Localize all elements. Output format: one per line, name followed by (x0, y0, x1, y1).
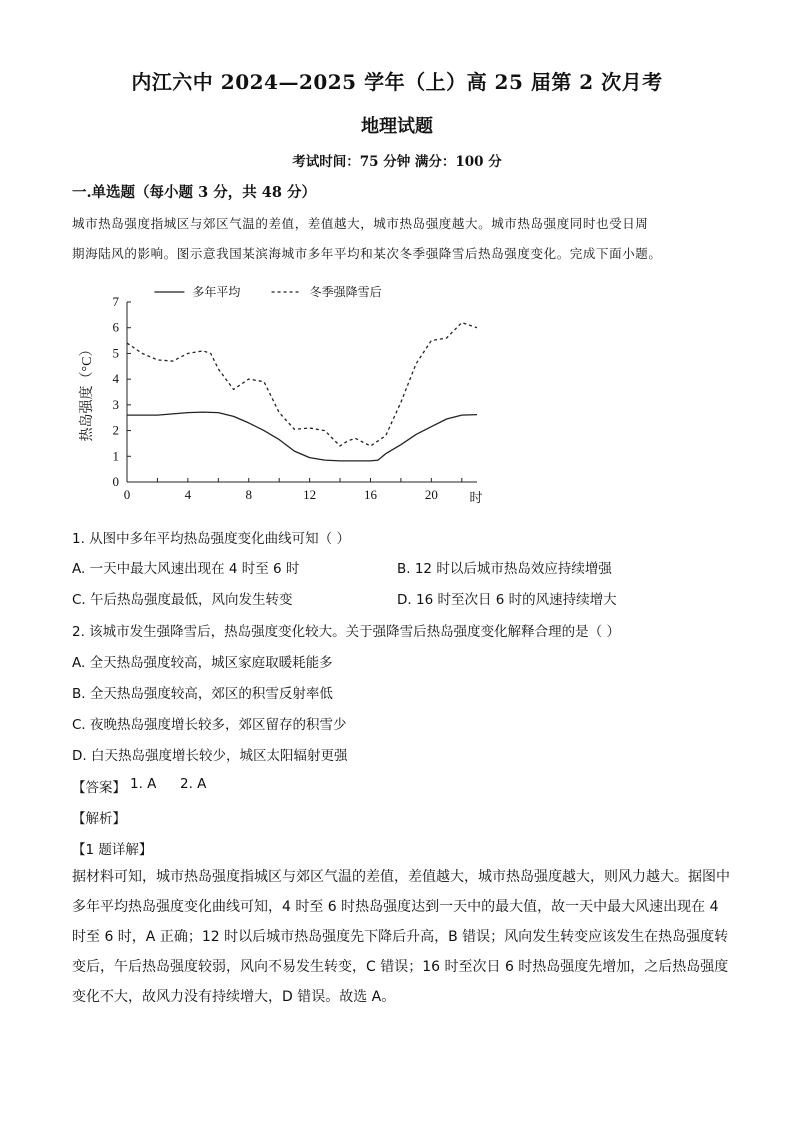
question-2-option-a[interactable]: A. 全天热岛强度较高，城区家庭取暖耗能多 (72, 655, 333, 671)
x-axis-label: 时 (469, 490, 483, 505)
detail-label: 【1 题详解】 (72, 842, 153, 858)
x-tick-label: 0 (123, 487, 131, 502)
legend-label-1: 多年平均 (192, 285, 241, 299)
intro-line-2: 期海陆风的影响。图示意我国某滨海城市多年平均和某次冬季强降雪后热岛强度变化。完成下面小题。 (72, 246, 662, 261)
y-tick-label: 0 (112, 474, 119, 489)
exam-meta: 考试时间：75 分钟 满分：100 分 (292, 154, 502, 170)
y-tick-label: 1 (112, 448, 119, 464)
question-2-option-d[interactable]: D. 白天热岛强度增长较少，城区太阳辐射更强 (72, 748, 348, 764)
question-1-stem: 1. 从图中多年平均热岛强度变化曲线可知（ ） (72, 531, 350, 547)
heat-island-chart (70, 282, 490, 512)
section-heading: 一.单选题（每小题 3 分，共 48 分） (72, 184, 317, 201)
subject-title: 地理试题 (361, 116, 433, 137)
answer-2: 2. A (180, 776, 207, 792)
x-tick-label: 8 (245, 487, 252, 502)
question-1-option-b[interactable]: B. 12 时以后城市热岛效应持续增强 (397, 561, 612, 577)
y-tick-label: 6 (112, 319, 119, 335)
series-line-2 (127, 323, 477, 446)
y-tick-label: 2 (112, 422, 119, 438)
x-tick-label: 20 (424, 487, 438, 502)
y-axis-label: 热岛强度（°C） (80, 342, 95, 442)
exam-title: 内江六中 2024—2025 学年（上）高 25 届第 2 次月考 (131, 70, 663, 94)
question-2-stem: 2. 该城市发生强降雪后，热岛强度变化较大。关于强降雪后热岛强度变化解释合理的是（ ） (72, 624, 620, 640)
y-tick-label: 5 (112, 345, 119, 361)
y-tick-label: 7 (112, 294, 119, 309)
analysis-label: 【解析】 (72, 811, 126, 827)
answer-label: 【答案】 (72, 780, 126, 796)
detail-text: 据材料可知，城市热岛强度指城区与郊区气温的差值，差值越大，城市热岛强度越大，则风力越大。据图中多年平均热岛强度变化曲线可知，4 时至 6 时热岛强度达到一天中的最大值，故一天中最大风速出现在 4 时至 6 时，A 正确；12 时以后城市热岛强度先下降后升高，B 错误；风向发生转变应该发生在热岛强度转变后，午后热岛强度较弱，风向不易发生转变，C 错误；16 时至次日 6 时热岛强度先增加，之后热岛强度变化不大，故风力没有持续增大，D 错误。故选 A。 (72, 869, 730, 1005)
x-tick-label: 4 (184, 487, 192, 502)
question-1-option-d[interactable]: D. 16 时至次日 6 时的风速持续增大 (397, 592, 617, 608)
x-tick-label: 12 (303, 487, 317, 502)
legend-label-2: 冬季强降雪后 (309, 285, 382, 299)
question-2-option-b[interactable]: B. 全天热岛强度较高，郊区的积雪反射率低 (72, 686, 333, 702)
question-2-option-c[interactable]: C. 夜晚热岛强度增长较多，郊区留存的积雪少 (72, 717, 347, 733)
y-tick-label: 3 (112, 396, 119, 412)
question-1-option-a[interactable]: A. 一天中最大风速出现在 4 时至 6 时 (72, 561, 300, 577)
question-1-option-c[interactable]: C. 午后热岛强度最低，风向发生转变 (72, 592, 293, 608)
x-tick-label: 16 (363, 487, 377, 502)
intro-line-1: 城市热岛强度指城区与郊区气温的差值，差值越大，城市热岛强度越大。城市热岛强度同时也受日周 (72, 216, 649, 231)
y-tick-label: 4 (112, 371, 119, 387)
series-line-1 (127, 412, 477, 461)
answer-1: 1. A (130, 776, 157, 792)
